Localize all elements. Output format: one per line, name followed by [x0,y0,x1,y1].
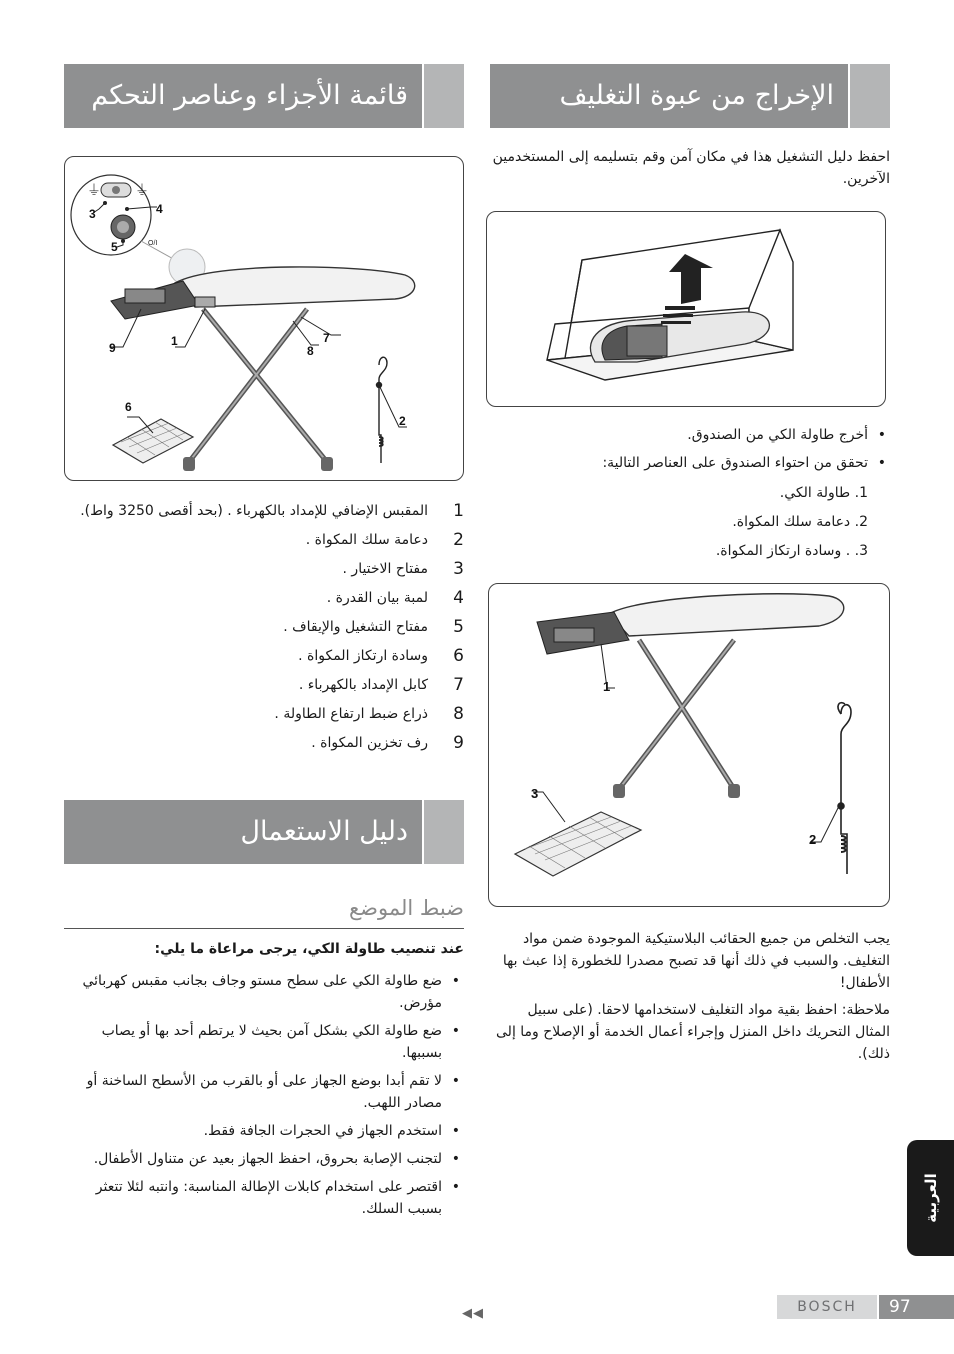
list-item: 2. دعامة سلك المكواة. [732,514,868,530]
setup-title: ضبط الموضع [348,896,464,920]
callout-8: 8 [307,344,314,358]
usage-header [64,800,464,864]
prev-page-icon[interactable]: ◀◀ [462,1306,484,1321]
list-item: • لا تقم أبدا بوضع الجهاز على أو بالقرب من الأسطح الساخنة أو مصادر اللهب. [64,1070,464,1114]
list-item: 7 كابل الإمداد بالكهرباء . [298,675,464,695]
callout-9: 9 [109,341,116,355]
page-number: 97 [879,1295,954,1319]
iron-rest-pad-illustration [515,812,641,876]
ironing-board-illustration [537,594,844,798]
cord-holder-illustration [377,357,388,463]
parts-figure [64,156,464,481]
callout-labels [531,679,816,847]
warning-text: يجب التخلص من جميع الحقائب البلاستيكية الموجودة ضمن مواد التغليف. والسبب في ذلك أنها قد تصبح مصدرا للخطورة إذا عبث بها الأطفال! [502,931,890,991]
header-tab [422,64,464,128]
list-item: • أخرج طاولة الكي من الصندوق. [490,424,890,446]
list-item: • تحقق من احتواء الصندوق على العناصر التالية: [490,452,890,474]
contents-figure [488,583,890,907]
list-item: 6 وسادة ارتكاز المكواة . [298,646,464,666]
list-item: • لتجنب الإصابة بحروق، احفظ الجهاز بعيد عن متناول الأطفال. [64,1148,464,1170]
callout-1: 1 [171,334,178,348]
list-item: 3. . وسادة ارتكاز المكواة. [715,543,868,559]
usage-title: دليل الاستعمال [240,816,408,847]
unpack-title: الإخراج من عبوة التغليف [559,80,834,111]
control-panel-closeup [71,175,177,261]
callout-lines [533,644,839,842]
box-figure [486,211,886,407]
list-item: 4 لمبة بيان القدرة . [326,588,464,608]
section-divider [64,928,464,929]
language-tab[interactable] [907,1140,954,1256]
callout-4: 4 [156,202,163,216]
list-item: 1. طاولة الكي. [779,485,868,501]
callout-2: 2 [399,414,406,428]
iron-rest-pad-illustration [113,419,193,463]
callout-2: 2 [809,832,817,847]
cord-holder-illustration [838,703,851,874]
parts-header [64,64,464,128]
callout-3: 3 [89,207,96,221]
list-item: 2 دعامة سلك المكواة . [305,530,464,550]
list-item: • اقتصر على استخدام كابلات الإطالة المناسبة: وانتبه لئلا تتعثر بسبب السلك. [64,1176,464,1220]
setup-bullets [64,970,464,1226]
list-item: • استخدم الجهاز في الحجرات الجافة فقط. [64,1120,464,1142]
language-tab-label: العربية [921,1173,940,1223]
contents-list [490,479,868,566]
list-item: 9 رف تخزين المكواة . [311,733,464,753]
callout-3: 3 [531,786,539,801]
list-item: • ضع طاولة الكي على سطح مستو وجاف بجانب مقبس كهربائي مؤرض. [64,970,464,1014]
brand-label: BOSCH [777,1295,877,1319]
open-box-illustration [547,230,793,380]
callout-7: 7 [323,331,330,345]
parts-title: قائمة الأجزاء وعناصر التحكم [91,80,408,111]
list-item: 5 مفتاح التشغيل والإيقاف . [283,617,464,637]
svg-text:⏚: ⏚ [135,182,149,198]
callout-5: 5 [111,240,118,254]
note-text: ملاحظة: احفظ بقية مواد التغليف لاستخدامها لاحقا. (على سبيل المثال التحريك داخل المنزل وإجراء أعمال الخدمة أو الإصلاح وما إلى ذلك). [496,1002,890,1062]
list-item: • ضع طاولة الكي بشكل آمن بحيث لا يرتطم أحد بها أو يصاب بسببها. [64,1020,464,1064]
list-item: 8 ذراع ضبط ارتفاع الطاولة . [274,704,464,724]
callout-1: 1 [603,679,611,694]
svg-text:O/I: O/I [148,240,158,247]
list-item: 1 المقبس الإضافي للإمداد بالكهرباء . (بحد أقصى 3250 واط). [80,501,464,521]
header-tab [848,64,890,128]
callout-6: 6 [125,400,132,414]
unpack-header [490,64,890,128]
header-tab [422,800,464,864]
svg-text:⏚: ⏚ [87,182,101,198]
setup-intro: عند تنصيب طاولة الكي، يرجى مراعاة ما يلي: [154,941,464,957]
unpack-bullets [490,424,890,480]
unpack-intro: احفظ دليل التشغيل هذا في مكان آمن وقم بتسليمه إلى المستخدمين الآخرين. [492,149,890,187]
list-item: 3 مفتاح الاختيار . [342,559,464,579]
parts-list [64,500,464,761]
